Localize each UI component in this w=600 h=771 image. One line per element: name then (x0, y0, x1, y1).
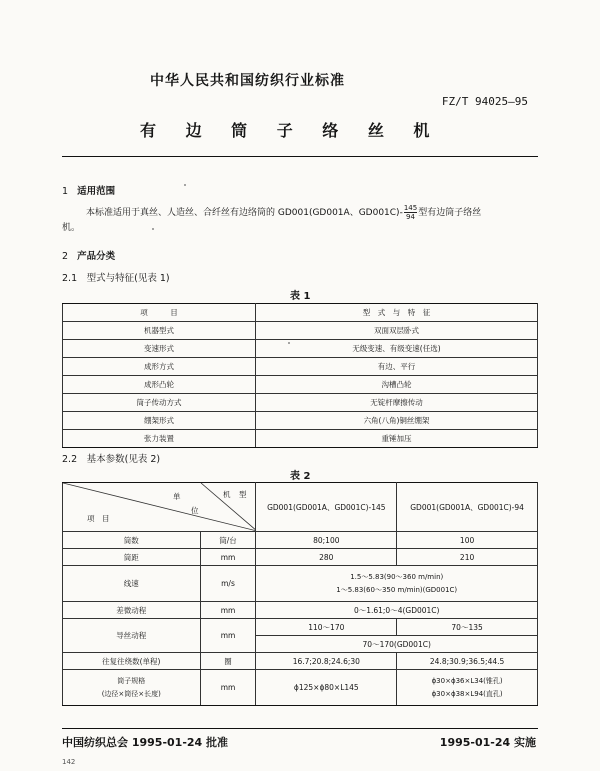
header-model-label-a: 机 (223, 490, 231, 499)
table-cell: 导丝动程 (63, 619, 201, 653)
model-145-header: GD001(GD001A、GD001C)-145 (256, 483, 397, 532)
table-row (63, 619, 538, 636)
table-cell: 无级变速、有级变速(任选) (256, 340, 538, 358)
table-cell: 机器型式 (63, 322, 256, 340)
section-2-heading: 2 产品分类 (62, 251, 116, 262)
document-title: 有 边 筒 子 络 丝 机 (140, 121, 442, 140)
scan-speck (288, 342, 290, 344)
table-cell: 沟槽凸轮 (256, 376, 538, 394)
table-cell: 100 (397, 532, 538, 549)
bobbin-label-1: 筒子规格 (117, 676, 146, 685)
bobbin-label-2: (边径×筒径×长度) (101, 689, 161, 698)
table-cell: 重锤加压 (256, 430, 538, 448)
table-cell: 差微动程 (63, 602, 201, 619)
table-cell: 70～135 (397, 619, 538, 636)
approval-date: 中国纺织总会 1995-01-24 批准 (62, 736, 229, 749)
table-cell: 24.8;30.9;36.5;44.5 (397, 653, 538, 670)
table-2-header-row (63, 483, 538, 532)
table-cell: 筒距 (63, 549, 201, 566)
table-cell (397, 670, 538, 706)
table-row (63, 670, 538, 706)
speed-line-1: 1.5～5.83(90～360 m/min) (350, 572, 444, 581)
speed-line-2: 1～5.83(60～350 m/min)(GD001C) (336, 585, 458, 594)
header-item-label: 项 目 (87, 514, 110, 523)
table-1-caption: 表 1 (290, 291, 311, 302)
table-row (63, 566, 538, 602)
table-cell: 筒/台 (200, 532, 256, 549)
table-cell: 绷架形式 (63, 412, 256, 430)
table-cell: 筒子传动方式 (63, 394, 256, 412)
header-unit-label-a: 单 (173, 492, 181, 501)
table-row (63, 394, 538, 412)
table-row (63, 412, 538, 430)
scan-speck (152, 228, 154, 230)
header-model-label-b: 型 (239, 490, 247, 499)
table-row (63, 653, 538, 670)
section-1-paragraph-end: 机。 (62, 223, 81, 233)
table-cell (63, 670, 201, 706)
section-2-2-heading: 2.2 基本参数(见表 2) (62, 454, 161, 465)
table-cell: mm (200, 602, 256, 619)
table-1-header-feature: 型 式 与 特 征 (256, 304, 538, 322)
table-cell (256, 566, 538, 602)
table-cell: 变速形式 (63, 340, 256, 358)
table-cell: 80;100 (256, 532, 397, 549)
table-2-header-diagonal (63, 483, 256, 532)
table-cell: 0～1.61;0～4(GD001C) (256, 602, 538, 619)
table-cell: mm (200, 549, 256, 566)
table-cell: 70～170(GD001C) (256, 636, 538, 653)
table-2-caption: 表 2 (290, 471, 311, 482)
table-cell: 110～170 (256, 619, 397, 636)
table-row (63, 376, 538, 394)
table-row (63, 358, 538, 376)
table-cell: 线速 (63, 566, 201, 602)
scan-speck (184, 184, 186, 186)
table-1-header-item: 项 目 (63, 304, 256, 322)
table-row (63, 532, 538, 549)
table-cell: 有边、平行 (256, 358, 538, 376)
table-row (63, 549, 538, 566)
table-cell: 无锭杆摩擦传动 (256, 394, 538, 412)
table-cell: 双面双层卧式 (256, 322, 538, 340)
bobbin-94-line-1: ϕ30×ϕ36×L34(锥孔) (431, 676, 503, 685)
table-cell: mm (200, 670, 256, 706)
table-cell: ϕ125×ϕ80×L145 (256, 670, 397, 706)
table-row (63, 430, 538, 448)
issuing-organization: 中华人民共和国纺织行业标准 (150, 73, 345, 89)
table-2 (62, 482, 538, 706)
table-cell: 张力装置 (63, 430, 256, 448)
table-cell: 16.7;20.8;24.6;30 (256, 653, 397, 670)
table-row (63, 340, 538, 358)
header-unit-label-b: 位 (191, 506, 199, 515)
table-cell: 六角(八角)铜丝绷架 (256, 412, 538, 430)
section-1-heading: 1 适用范围 (62, 186, 116, 197)
table-cell: 210 (397, 549, 538, 566)
table-cell: 圈 (200, 653, 256, 670)
page-mark: 142 (62, 758, 76, 766)
table-cell: 筒数 (63, 532, 201, 549)
table-row (63, 602, 538, 619)
table-cell: m/s (200, 566, 256, 602)
footer-rule (62, 728, 538, 729)
bobbin-94-line-2: ϕ30×ϕ38×L94(直孔) (431, 689, 503, 698)
table-1 (62, 303, 538, 448)
table-cell: 成形方式 (63, 358, 256, 376)
implementation-date: 1995-01-24 实施 (439, 736, 536, 749)
table-1-header-row (63, 304, 538, 322)
header-rule (62, 156, 538, 157)
model-94-header: GD001(GD001A、GD001C)-94 (397, 483, 538, 532)
standard-code: FZ/T 94025—95 (441, 95, 528, 108)
section-2-1-heading: 2.1 型式与特征(见表 1) (62, 273, 170, 284)
section-1-paragraph: 本标准适用于真丝、人造丝、合纤丝有边络筒的 GD001(GD001A、GD001C)- $\frac{145}{94}$ 型有边筒子络丝 (86, 204, 482, 221)
table-row (63, 322, 538, 340)
table-cell: 成形凸轮 (63, 376, 256, 394)
table-cell: mm (200, 619, 256, 653)
table-cell: 280 (256, 549, 397, 566)
table-cell: 往复往绕数(单程) (63, 653, 201, 670)
model-fraction: $\frac{145}{94}$ (403, 204, 418, 221)
